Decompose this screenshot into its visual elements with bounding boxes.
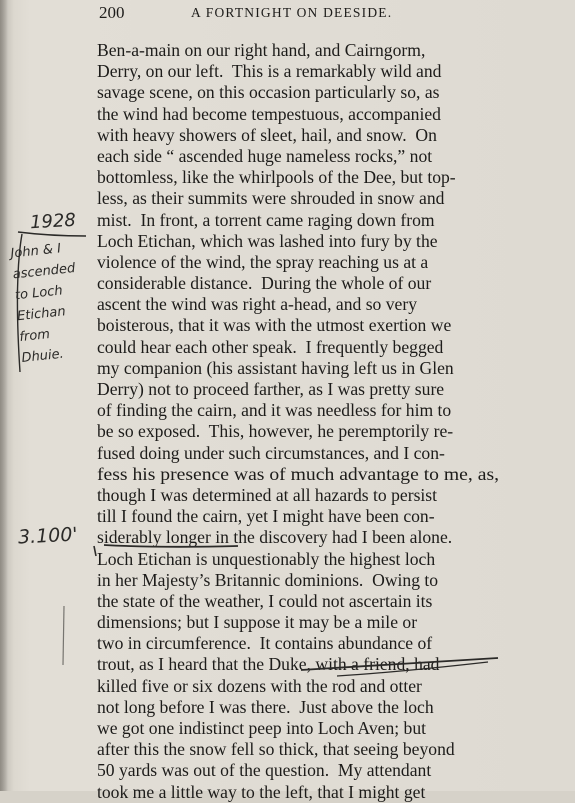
margin-note-line: John & I <box>9 241 62 262</box>
text-line: the state of the weather, I could not ascertain its <box>97 590 433 611</box>
text-line: boisterous, that it was with the utmost exertion we <box>97 315 452 336</box>
text-line: siderably longer in the discovery had I been alone. <box>97 527 453 548</box>
text-line: mist. In front, a torrent came raging down from <box>97 209 435 230</box>
text-line: violence of the wind, the spray reaching us at a <box>97 251 429 272</box>
margin-note-line: to Loch <box>14 283 64 304</box>
text-line: Derry, on our left. This is a remarkably wild and <box>97 61 442 82</box>
text-line: took me a little way to the left, that I might get <box>97 781 426 802</box>
text-line: fess his presence was of much advantage to me, as, <box>97 463 499 484</box>
marker-loch-etichan <box>94 546 96 556</box>
text-line: not long before I was there. Just above the loch <box>97 696 434 717</box>
page-gutter-shadow <box>0 0 8 791</box>
text-line: each side “ ascended huge nameless rocks,” not <box>97 145 433 166</box>
text-line: savage scene, on this occasion particularly so, as <box>97 82 440 103</box>
text-line: 50 yards was out of the question. My attendant <box>97 760 432 781</box>
text-line: two in circumference. It contains abundance of <box>97 633 433 654</box>
handwritten-margin-note <box>10 237 85 369</box>
text-line: with heavy showers of sleet, hail, and snow. On <box>97 124 437 145</box>
margin-note-line: from <box>18 326 51 346</box>
body-text <box>97 40 499 803</box>
text-line: after this the snow fell so thick, that seeing beyond <box>97 739 455 760</box>
page-header <box>99 3 499 25</box>
text-line: killed five or six dozens with the rod and otter <box>97 675 422 696</box>
text-line: Loch Etichan, which was lashed into fury by the <box>97 230 438 251</box>
text-line: Ben-a-main on our right hand, and Cairngorm, <box>97 40 426 60</box>
text-line: bottomless, like the whirlpools of the Dee, but top- <box>97 167 456 188</box>
text-line: Loch Etichan is unquestionably the highest loch <box>97 548 436 569</box>
text-line: the wind had become tempestuous, accompanied <box>97 103 441 124</box>
handwritten-year-annotation: 1928 <box>29 209 77 234</box>
text-line: of finding the cairn, and it was needless for him to <box>97 400 452 421</box>
margin-note-line: ascended <box>12 260 76 283</box>
margin-note-line: Etichan <box>16 304 67 325</box>
text-line: fused doing under such circumstances, and I con- <box>97 442 445 463</box>
text-line: could hear each other speak. I frequently begged <box>97 336 444 357</box>
text-line: less, as their summits were shrouded in snow and <box>97 188 445 209</box>
text-line: my companion (his assistant having left us in Glen <box>97 357 454 378</box>
page-number: 200 <box>99 3 125 22</box>
text-line: in her Majesty’s Britannic dominions. Owing to <box>97 569 439 590</box>
text-line: trout, as I heard that the Duke, with a friend, had <box>97 654 440 675</box>
text-line: dimensions; but I suppose it may be a mile or <box>97 612 418 633</box>
text-line: till I found the cairn, yet I might have been con- <box>97 506 435 527</box>
margin-note-line: Dhuie. <box>20 346 65 366</box>
text-line: ascent the wind was right a-head, and so very <box>97 294 418 315</box>
text-line: be so exposed. This, however, he peremptorily re- <box>97 421 454 442</box>
bracket-1928-underline <box>18 232 86 236</box>
text-line: though I was determined at all hazards to persist <box>97 484 438 505</box>
text-line: Derry) not to proceed farther, as I was pretty sure <box>97 379 445 399</box>
text-line: we got one indistinct peep into Loch Aven; but <box>97 718 427 738</box>
margin-line-trout <box>63 606 64 665</box>
handwritten-height-annotation: 3.100' <box>17 523 79 549</box>
text-line: considerable distance. During the whole of our <box>97 273 432 294</box>
running-title: A FORTNIGHT ON DEESIDE. <box>191 5 393 20</box>
